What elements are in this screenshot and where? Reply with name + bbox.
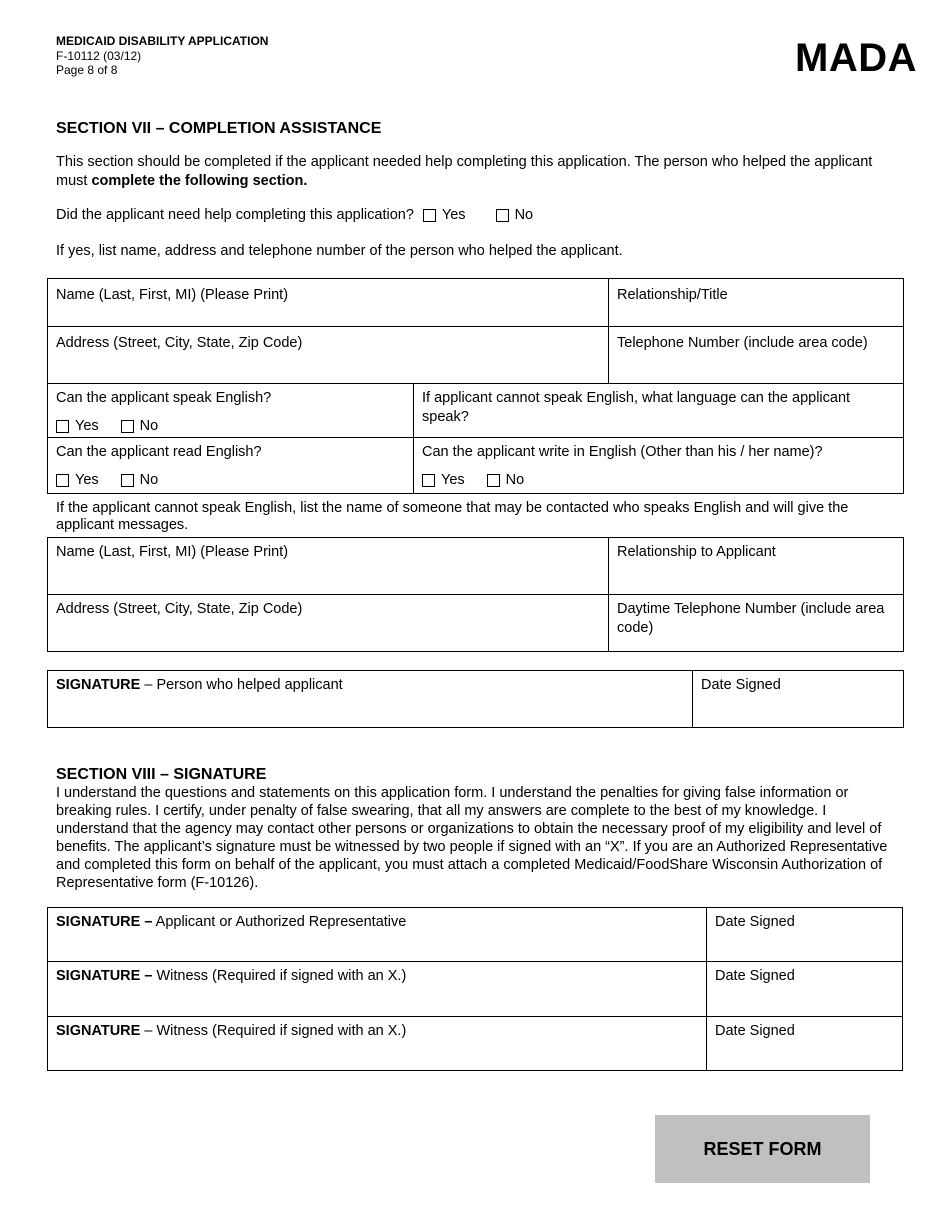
write-yes-checkbox[interactable]: [422, 474, 435, 487]
help-question-row: [56, 206, 555, 225]
help-question: Did the applicant need help completing this application?: [56, 207, 414, 223]
section-7-intro: [56, 153, 896, 191]
yes-label: Yes: [75, 472, 99, 488]
write-english-cell: [414, 438, 904, 494]
form-logo: MADA: [795, 36, 917, 80]
signature-bold: SIGNATURE –: [56, 968, 153, 984]
read-english-cell: [48, 438, 414, 494]
form-name: MEDICAID DISABILITY APPLICATION: [56, 34, 269, 48]
speak-english-question: Can the applicant speak English?: [56, 390, 272, 406]
applicant-signature-field[interactable]: [48, 908, 707, 962]
field-label: Name (Last, First, MI) (Please Print): [56, 287, 289, 303]
signature-bold: SIGNATURE –: [56, 914, 153, 930]
help-yes-option[interactable]: [423, 206, 466, 225]
page-number: Page 8 of 8: [56, 63, 118, 77]
helper-name-field[interactable]: [48, 279, 609, 327]
witness-1-date-field[interactable]: [707, 962, 903, 1017]
helper-relationship-field[interactable]: [609, 279, 904, 327]
section-8-title: SECTION VIII – SIGNATURE: [56, 766, 267, 783]
contact-relationship-field[interactable]: [609, 538, 904, 595]
speak-no-option[interactable]: [121, 417, 159, 436]
signature-table: [47, 907, 903, 1071]
english-table: [47, 383, 904, 494]
form-number: F-10112 (03/12): [56, 49, 142, 63]
helper-date-field[interactable]: [693, 671, 904, 728]
date-label: Date Signed: [715, 1023, 795, 1039]
write-english-question: Can the applicant write in English (Other than his / her name)?: [422, 444, 823, 460]
no-label: No: [139, 418, 159, 434]
yes-label: Yes: [75, 418, 99, 434]
contact-telephone-field[interactable]: [609, 595, 904, 652]
read-english-options: [56, 471, 405, 490]
no-label: No: [139, 472, 159, 488]
witness-1-signature-field[interactable]: [48, 962, 707, 1017]
write-no-checkbox[interactable]: [487, 474, 500, 487]
contact-name-field[interactable]: [48, 538, 609, 595]
witness-2-date-field[interactable]: [707, 1017, 903, 1071]
helper-signature-table: [47, 670, 904, 728]
no-label: No: [514, 207, 534, 223]
contact-instruction: If the applicant cannot speak English, list the name of someone that may be contacted who speaks English and will give the applicant messages.: [56, 500, 849, 533]
intro-bold: complete the following section.: [91, 173, 308, 189]
yes-label: Yes: [441, 472, 465, 488]
help-yes-checkbox[interactable]: [423, 209, 436, 222]
write-english-options: [422, 471, 895, 490]
date-label: Date Signed: [701, 677, 781, 693]
field-label: Telephone Number (include area code): [617, 335, 868, 351]
no-label: No: [505, 472, 525, 488]
read-english-question: Can the applicant read English?: [56, 444, 262, 460]
field-label: Daytime Telephone Number (include area code): [617, 601, 885, 636]
speak-yes-option[interactable]: [56, 417, 99, 436]
language-question: If applicant cannot speak English, what language can the applicant speak?: [422, 390, 851, 425]
speak-english-cell: [48, 384, 414, 438]
helper-telephone-field[interactable]: [609, 327, 904, 384]
signature-bold: SIGNATURE: [56, 677, 141, 693]
language-field[interactable]: [414, 384, 904, 438]
field-label: Relationship to Applicant: [617, 544, 776, 560]
reset-form-button[interactable]: RESET FORM: [655, 1115, 870, 1183]
speak-no-checkbox[interactable]: [121, 420, 134, 433]
read-no-checkbox[interactable]: [121, 474, 134, 487]
help-no-option[interactable]: [496, 206, 534, 225]
helper-table: [47, 278, 904, 384]
write-yes-option[interactable]: [422, 471, 465, 490]
list-instruction: If yes, list name, address and telephone number of the person who helped the applicant.: [56, 243, 623, 259]
helper-signature-field[interactable]: [48, 671, 693, 728]
signature-text: Applicant or Authorized Representative: [152, 914, 407, 930]
signature-text: – Witness (Required if signed with an X.): [140, 1023, 407, 1039]
intro-text: This section should be completed if the applicant needed help completing this application. The person who helped the applicant must: [56, 154, 873, 189]
applicant-date-field[interactable]: [707, 908, 903, 962]
write-no-option[interactable]: [487, 471, 525, 490]
signature-text: Witness (Required if signed with an X.): [152, 968, 407, 984]
read-yes-option[interactable]: [56, 471, 99, 490]
speak-english-options: [56, 417, 405, 436]
yes-label: Yes: [441, 207, 466, 223]
field-label: Address (Street, City, State, Zip Code): [56, 601, 303, 617]
section-7-title: SECTION VII – COMPLETION ASSISTANCE: [56, 120, 382, 137]
date-label: Date Signed: [715, 914, 795, 930]
field-label: Relationship/Title: [617, 287, 728, 303]
field-label: Address (Street, City, State, Zip Code): [56, 335, 303, 351]
read-no-option[interactable]: [121, 471, 159, 490]
helper-address-field[interactable]: [48, 327, 609, 384]
field-label: Name (Last, First, MI) (Please Print): [56, 544, 289, 560]
speak-yes-checkbox[interactable]: [56, 420, 69, 433]
witness-2-signature-field[interactable]: [48, 1017, 707, 1071]
contact-table: [47, 537, 904, 652]
signature-bold: SIGNATURE: [56, 1023, 141, 1039]
section-8-statement: I understand the questions and statements on this application form. I understand the penalties for giving false information or breaking rules. I certify, under penalty of false swearing, that all my answers are complete to the best of my knowledge. I understand that the agency may contact other persons or organizations to obtain the necessary proof of my eligibility and level of benefits. The applicant’s signature must be witnessed by two people if signed with an “X”. If you are an Authorized Representative and completed this form on behalf of the applicant, you must attach a completed Medicaid/FoodShare Wisconsin Authorization of Representative form (F-10126).: [56, 785, 888, 891]
signature-text: – Person who helped applicant: [140, 677, 343, 693]
read-yes-checkbox[interactable]: [56, 474, 69, 487]
help-no-checkbox[interactable]: [496, 209, 509, 222]
date-label: Date Signed: [715, 968, 795, 984]
contact-address-field[interactable]: [48, 595, 609, 652]
